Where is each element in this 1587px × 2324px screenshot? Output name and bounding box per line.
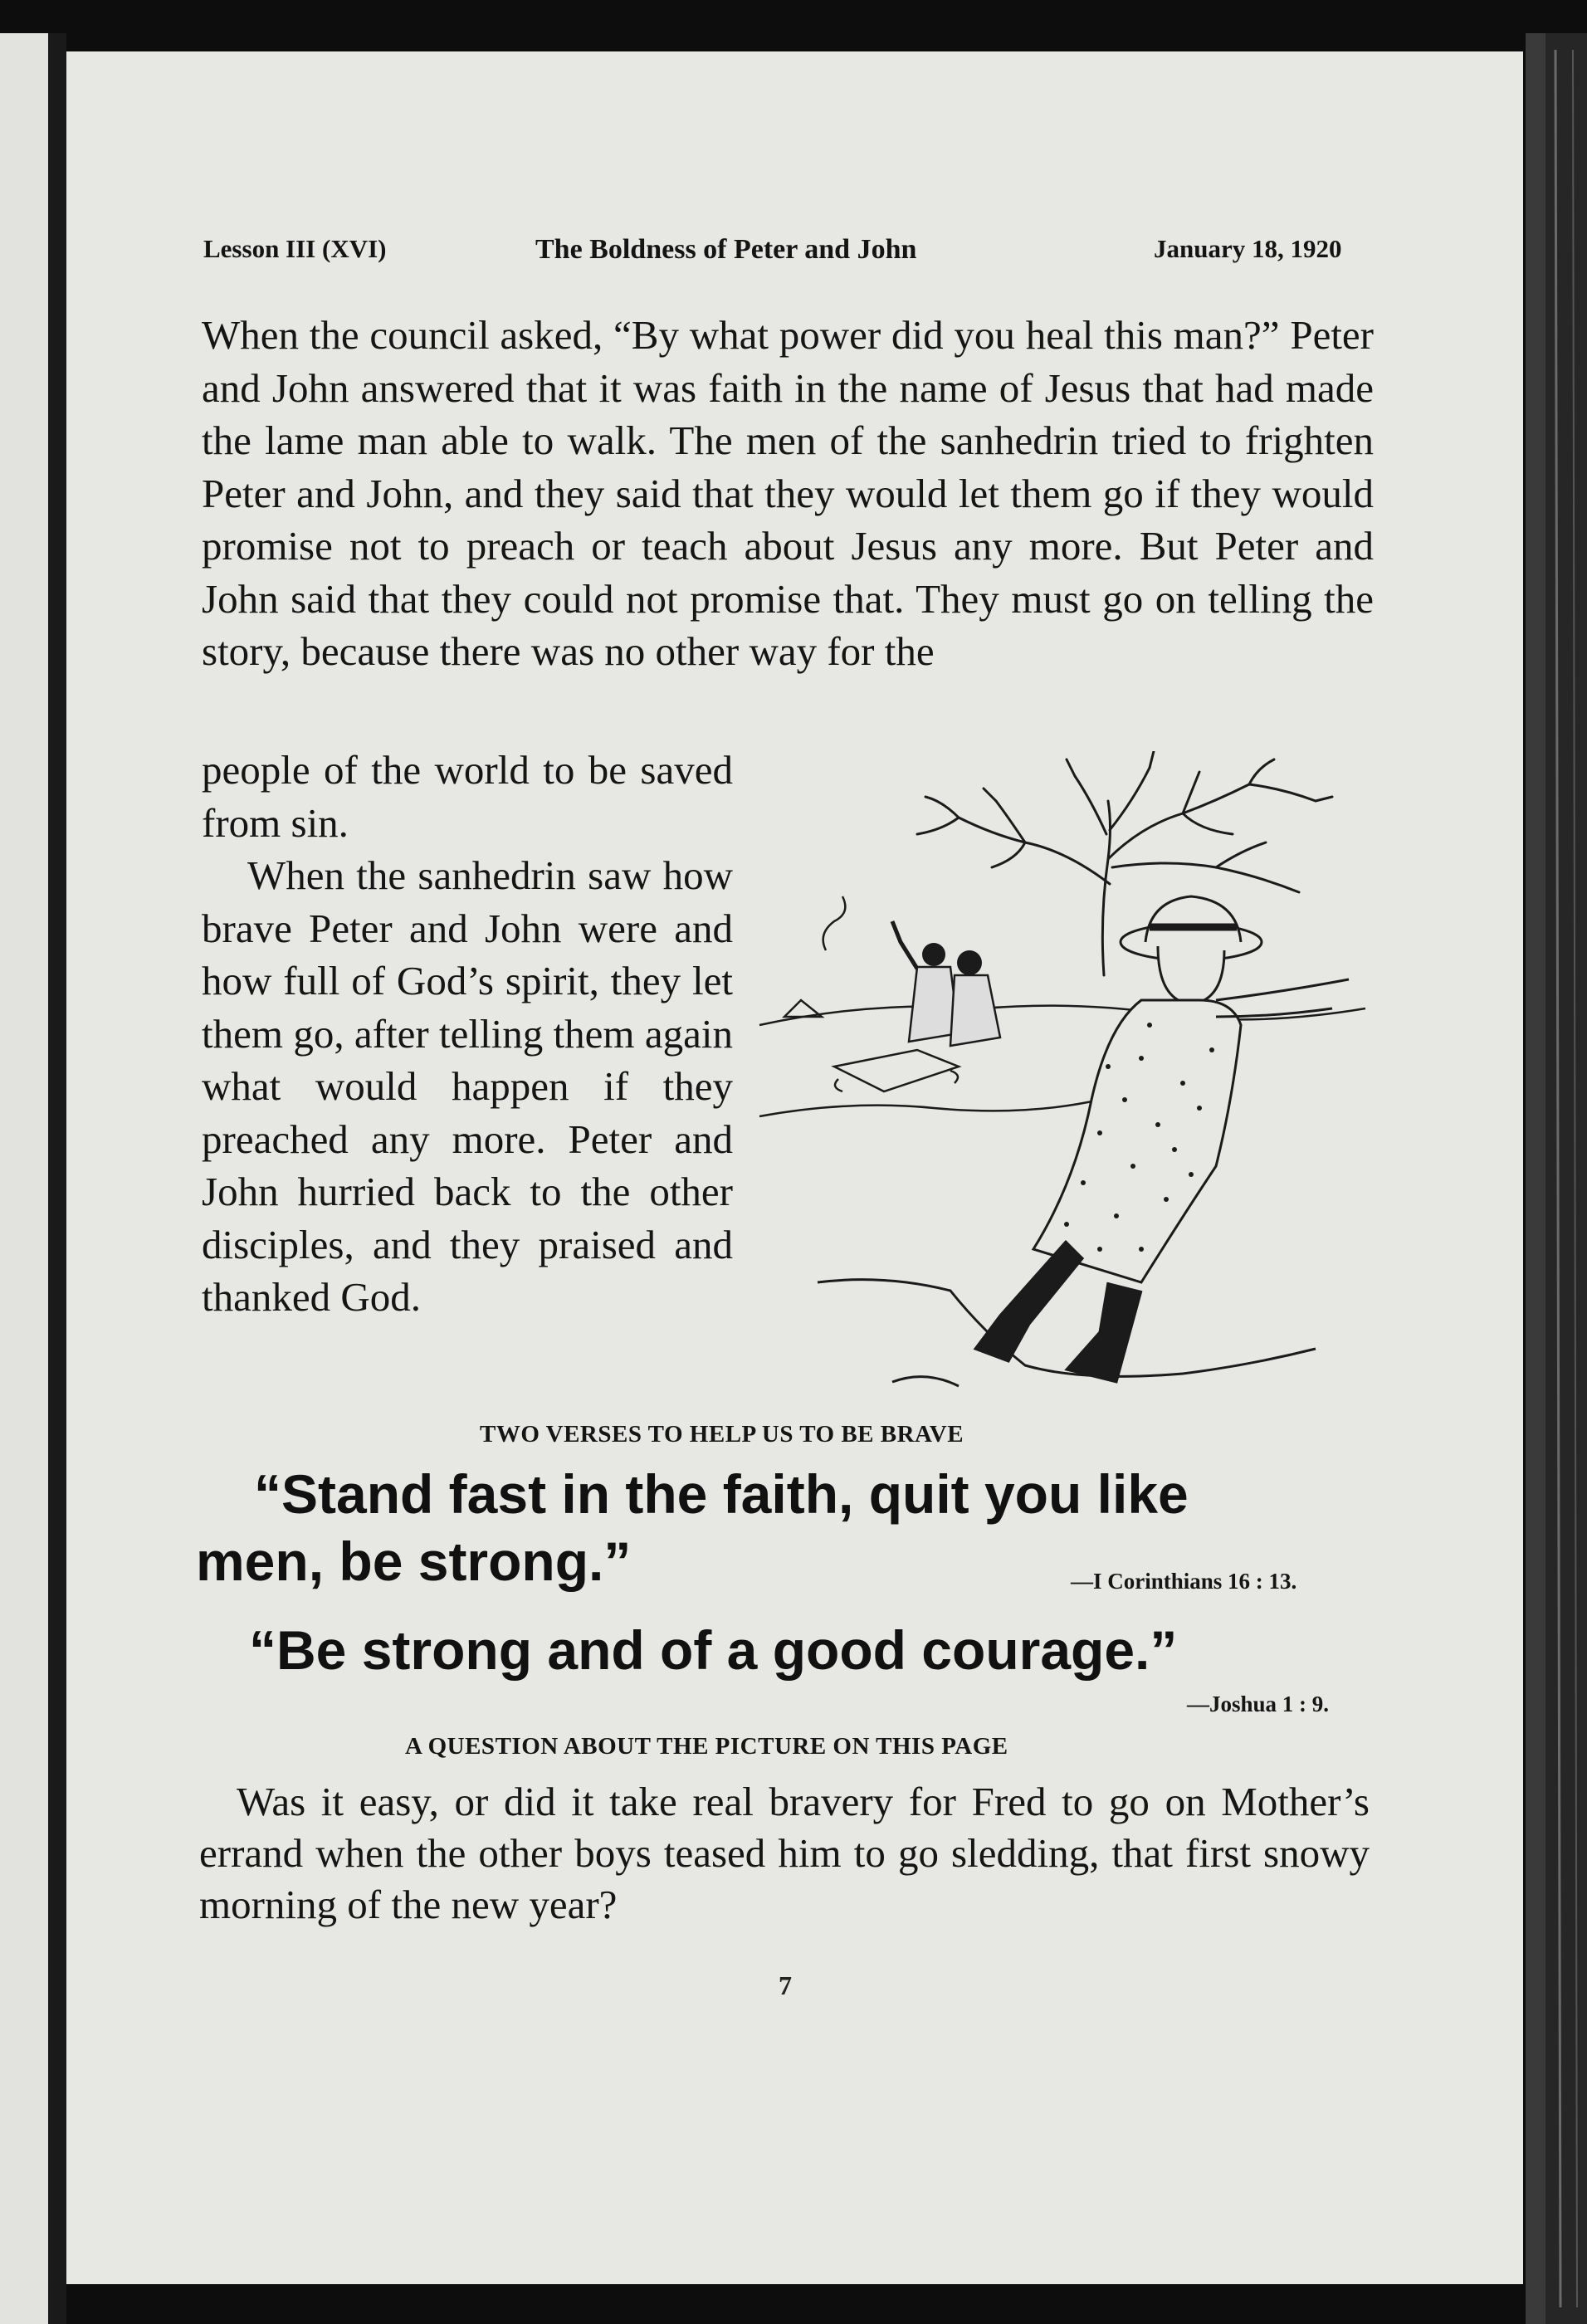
paragraph-2: When the sanhedrin saw how brave Peter and John were and how full of God’s spirit, they let them go, after telling them again what would happen if they preached any more. Peter and John hurried back to the other disciples, and they praised and thanked God.	[202, 852, 733, 1320]
header-title: The Boldness of Peter and John	[535, 234, 917, 265]
winter-sledding-illustration	[751, 751, 1374, 1399]
verse-1-reference: —I Corinthians 16 : 13.	[1071, 1569, 1297, 1594]
verse-2-reference: —Joshua 1 : 9.	[1187, 1692, 1330, 1716]
verses-heading: TWO VERSES TO HELP US TO BE BRAVE	[480, 1421, 964, 1448]
paragraph-1: When the council asked, “By what power did you heal this man?” Peter and John answered that it was faith in the name of Jesus that had made the lame man able to walk. The men of the sanhedrin tried to frighten Peter and John, and they said that they would let them go if they would promise not to preach or teach about Jesus any more. But Peter and John said that they could not promise that. They must go on telling the story, because there was no other way for the	[202, 312, 1374, 674]
question-text: Was it easy, or did it take real bravery for Fred to go on Mother’s errand when the other boys teased him to go sledding, that first snowy morning of the new year?	[199, 1779, 1370, 1927]
verse-1-line-1: “Stand fast in the faith, quit you like	[254, 1463, 1189, 1525]
verse-2: “Be strong and of a good courage.”	[249, 1619, 1178, 1681]
paragraph-1-tail: people of the world to be saved from sin.	[202, 747, 733, 846]
header-date: January 18, 1920	[1154, 234, 1342, 263]
question-heading: A QUESTION ABOUT THE PICTURE ON THIS PAGE	[405, 1733, 1008, 1760]
verse-1-line-2: men, be strong.”	[196, 1531, 632, 1592]
wrapped-text-column	[202, 744, 733, 1324]
header-lesson: Lesson III (XVI)	[203, 234, 387, 263]
page-number: 7	[779, 1970, 792, 2000]
